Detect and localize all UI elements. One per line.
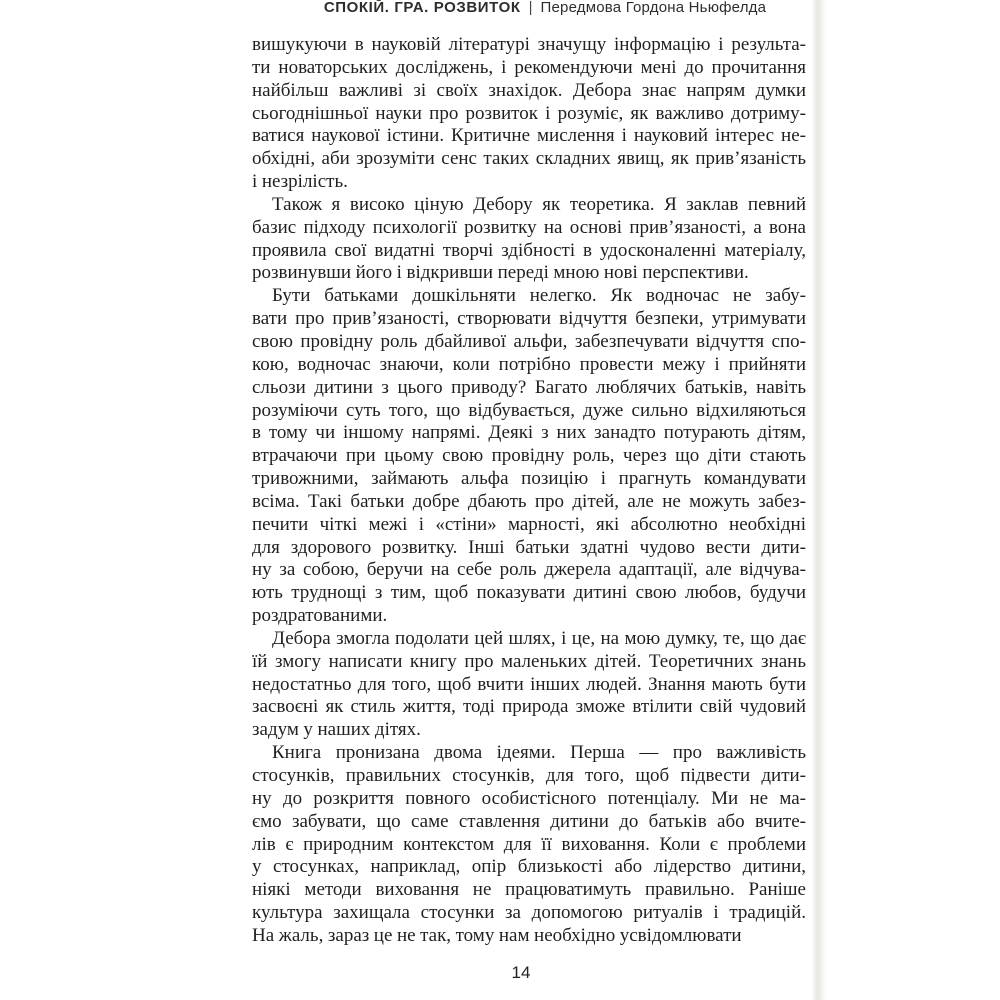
text-line: роздратованими. — [252, 605, 388, 627]
text-line: розуміючи суть того, що відбувається, дуже сильно відхиляються — [252, 399, 806, 421]
running-header — [90, 0, 1000, 16]
text-line: ватися наукової істини. Критичне мислення і науковий інтерес не- — [252, 125, 806, 147]
paragraph — [252, 742, 806, 948]
text-line: Книга пронизана двома ідеями. Перша — про важливість — [272, 742, 806, 764]
header-divider: | — [528, 0, 533, 16]
text-line: задум у наших дітях. — [252, 719, 421, 741]
text-line: розвинувши його і відкривши переді мною нові перспективи. — [252, 262, 749, 284]
page-edge-shadow — [811, 0, 828, 1000]
text-line: обхідні, аби зрозуміти сенс таких складних явищ, як прив’язаність — [252, 148, 806, 170]
text-line: ну за собою, беручи на себе роль джерела адаптації, але відчува- — [252, 559, 806, 581]
text-line: сльози дитини з цього приводу? Багато люблячих батьків, навіть — [252, 376, 806, 398]
paragraph — [252, 628, 806, 742]
text-line: кою, водночас знаючи, коли потрібно провести межу і прийняти — [252, 353, 806, 375]
paragraph — [252, 34, 806, 194]
text-line: стосунків, правильних стосунків, для того, щоб підвести дити- — [252, 765, 806, 786]
text-line: Дебора змогла подолати цей шлях, і це, на мою думку, те, що дає — [272, 627, 806, 649]
text-line: для здорового розвитку. Інші батьки здатні чудово вести дити- — [252, 536, 806, 558]
page-number: 14 — [511, 963, 531, 982]
text-line: сьогоднішньої науки про розвиток і розуміє, як важливо дотриму- — [252, 102, 806, 124]
text-line: Бути батьками дошкільняти нелегко. Як водночас не забу- — [272, 285, 806, 307]
text-line: втрачаючи при цьому свою провідну роль, через що діти стають — [252, 445, 806, 467]
text-line: ніякі методи виховання не працюватимуть правильно. Раніше — [252, 879, 806, 901]
text-line: недостатньо для того, щоб вчити інших людей. Знання мають бути — [252, 673, 806, 695]
text-line: лів є природним контекстом для її виховання. Коли є проблеми — [252, 833, 806, 855]
text-line: вишукуючи в науковій літературі значущу інформацію і результа- — [252, 34, 806, 55]
text-line: проявила свої видатні творчі здібності в удосконаленні матеріалу, — [252, 239, 806, 261]
text-line: засвоєні як стиль життя, тоді природа зможе втілити свій чудовий — [252, 696, 806, 718]
text-line: базис підходу психології розвитку на основі прив’язаності, а вона — [252, 216, 806, 238]
text-line: вати про прив’язаності, створювати відчуття безпеки, утримувати — [252, 308, 806, 330]
text-line: ють труднощі з тим, щоб показувати дитині свою любов, будучи — [252, 582, 806, 604]
text-line: На жаль, зараз це не так, тому нам необхідно усвідомлювати — [252, 924, 742, 946]
section-title: Передмова Гордона Ньюфелда — [540, 0, 767, 16]
paragraph — [252, 285, 806, 628]
text-line: тривожними, займають альфа позицію і прагнуть командувати — [252, 468, 806, 490]
text-line: ти новаторських досліджень, і рекомендуючи мені до прочитання — [252, 56, 806, 78]
text-line: печити чіткі межі і «стіни» марності, які абсолютно необхідні — [252, 513, 806, 535]
text-line: і незрілість. — [252, 171, 348, 193]
text-line: культура захищала стосунки за допомогою ритуалів і традицій. — [252, 902, 806, 924]
text-line: Також я високо ціную Дебору як теоретика. Я заклав певний — [272, 193, 806, 215]
text-line: свою провідну роль дбайливої альфи, забезпечувати відчуття спо- — [252, 330, 806, 352]
text-line: в тому чи іншому напрямі. Деякі з них занадто потурають дітям, — [252, 422, 806, 444]
book-title: СПОКІЙ. ГРА. РОЗВИТОК — [323, 0, 521, 16]
text-line: ємо забувати, що саме ставлення дитини до батьків або вчите- — [252, 810, 806, 832]
text-line: найбільш важливі зі своїх знахідок. Дебора знає напрям думки — [252, 79, 806, 101]
body-text — [252, 34, 806, 948]
text-line: їй змогу написати книгу про маленьких дітей. Теоретичних знань — [252, 650, 806, 672]
text-line: ну до розкриття повного особистісного потенціалу. Ми не ма- — [252, 787, 806, 809]
paragraph — [252, 194, 806, 285]
text-line: у стосунках, наприклад, опір близькості або лідерство дитини, — [252, 856, 806, 878]
text-line: всіма. Такі батьки добре дбають про дітей, але не можуть забез- — [252, 490, 806, 512]
